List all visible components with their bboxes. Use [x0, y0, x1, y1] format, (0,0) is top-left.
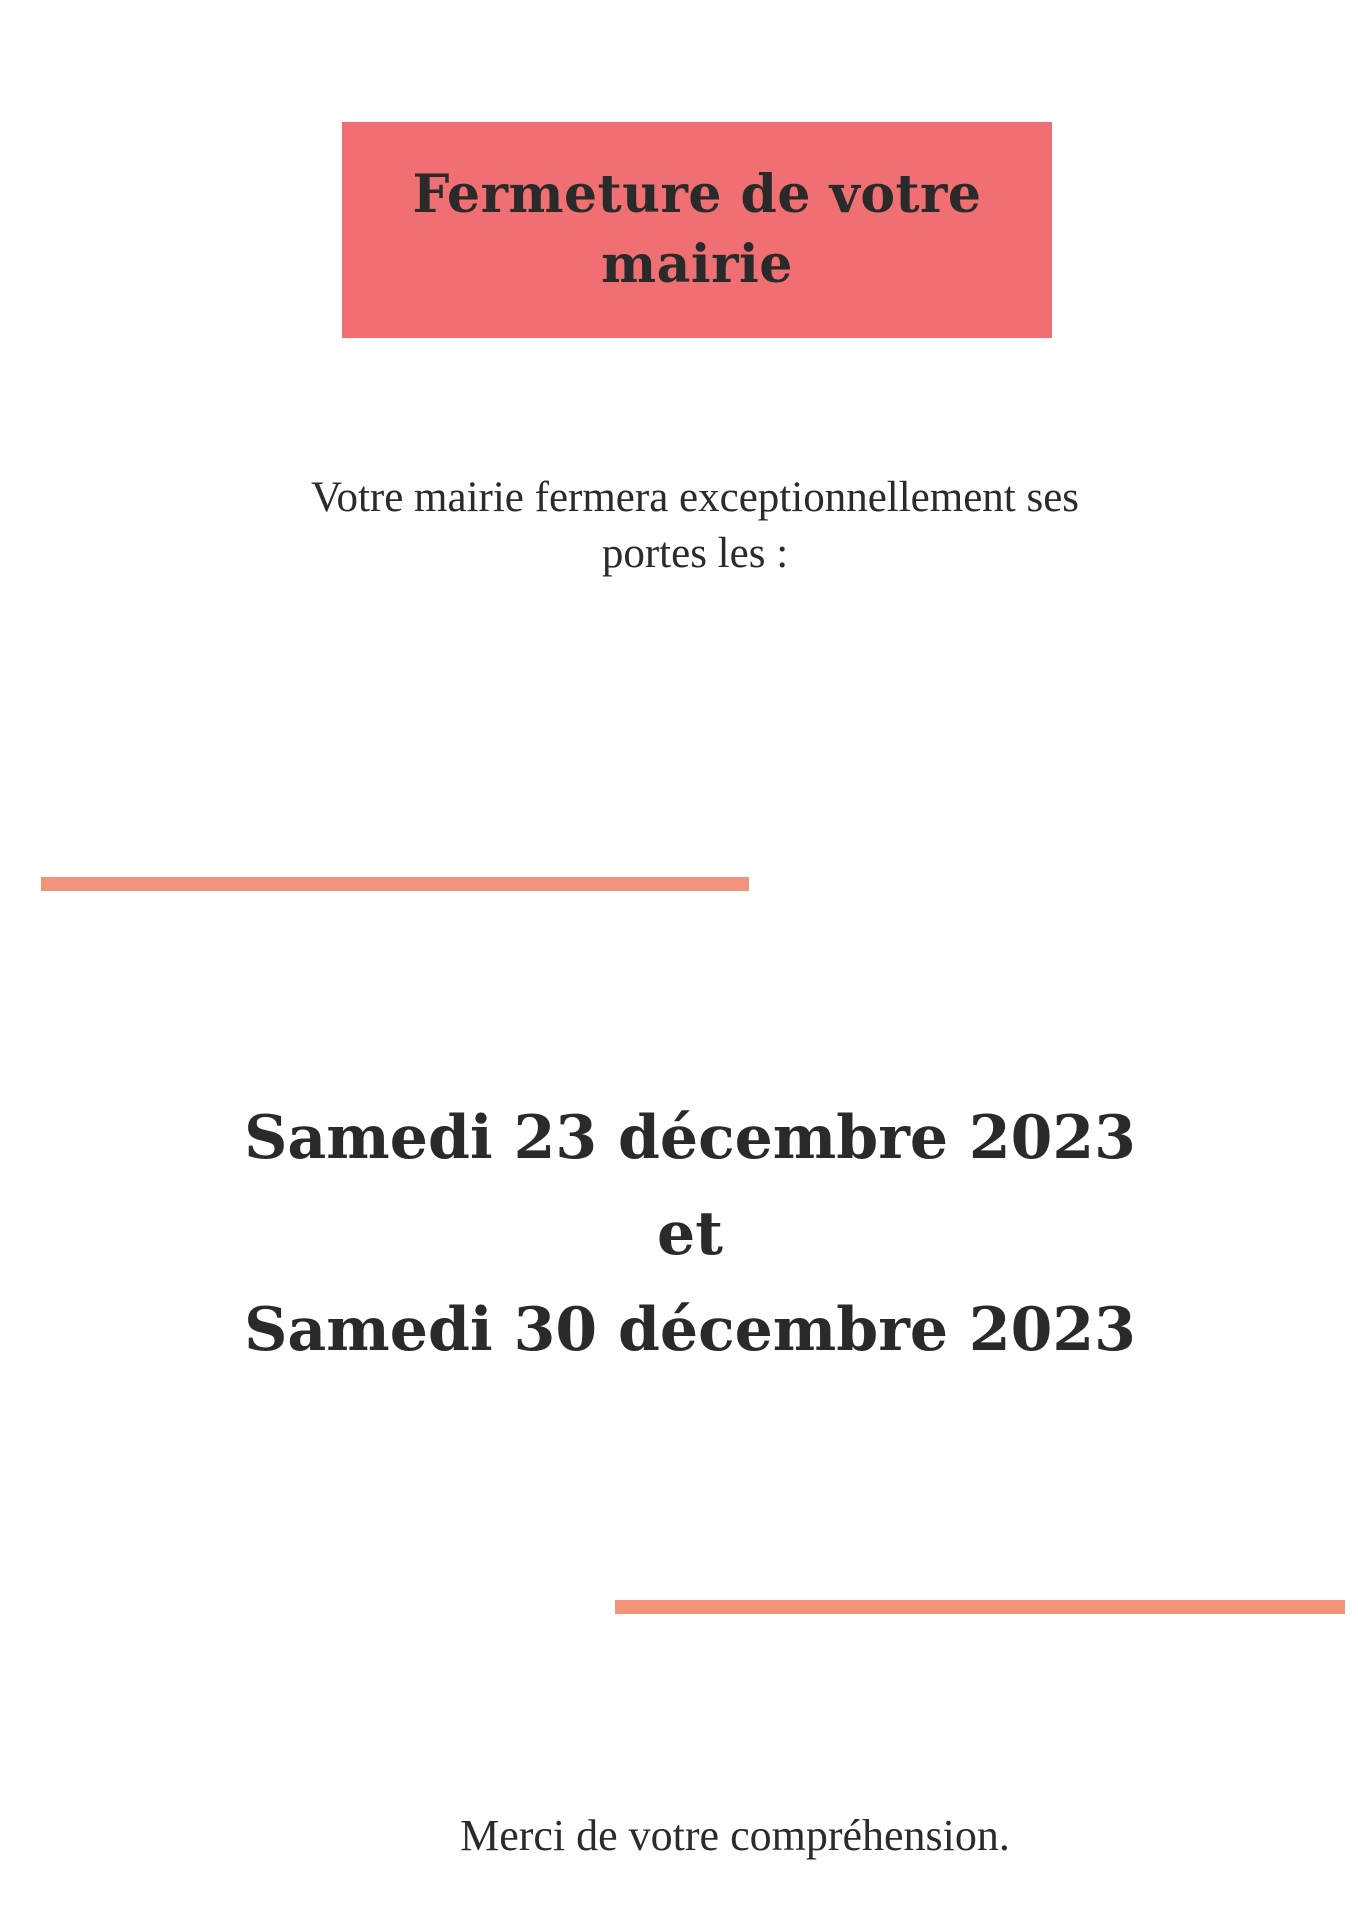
closure-date-1: Samedi 23 décembre 2023: [244, 1103, 1136, 1173]
decorative-rule-top: [41, 877, 749, 891]
date-conjunction: et: [657, 1199, 723, 1269]
closure-dates: [150, 1090, 1230, 1378]
closure-date-2: Samedi 30 décembre 2023: [244, 1295, 1136, 1365]
intro-line-1: Votre mairie fermera exceptionnellement ses: [310, 474, 1080, 521]
title-banner: [342, 122, 1052, 338]
intro-line-2: portes les :: [601, 530, 789, 577]
thanks-text: Merci de votre compréhension.: [460, 1811, 1010, 1860]
decorative-rule-bottom: [615, 1600, 1345, 1614]
intro-text: [200, 470, 1190, 582]
title-line-1: Fermeture de votre: [412, 164, 982, 225]
title-line-2: mairie: [601, 234, 793, 295]
